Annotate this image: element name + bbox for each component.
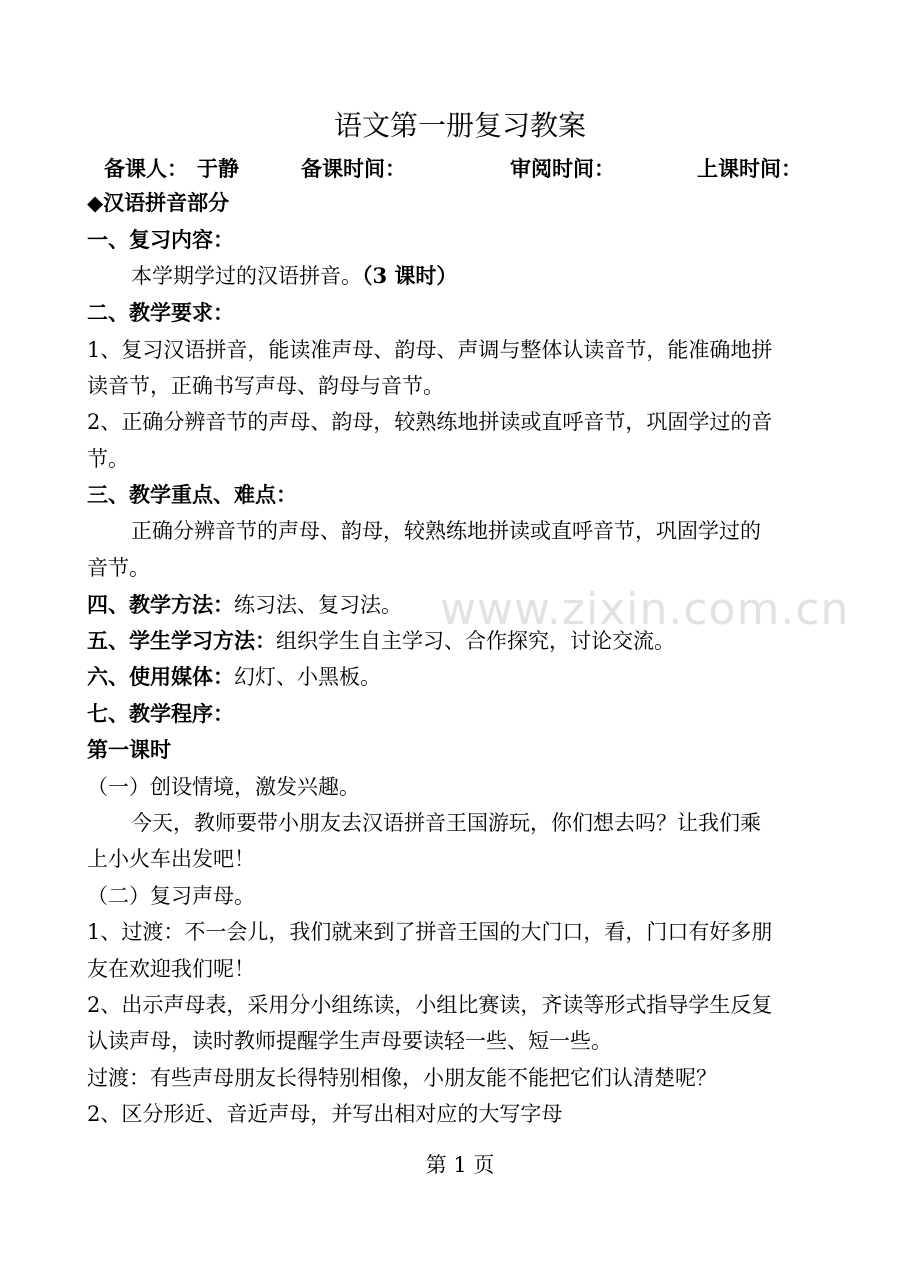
preparer-label: 备课人： (104, 156, 188, 181)
s1-text: 本学期学过的汉语拼音。（3 课时） (131, 263, 458, 288)
s4-text: 练习法、复习法。 (234, 593, 402, 617)
s2-p1-line1: 1、复习汉语拼音，能读准声母、韵母、声调与整体认读音节，能准确地拼 (87, 338, 773, 362)
lesson1-step2: （二）复习声母。 (87, 884, 255, 908)
lesson1-item3: 2、区分形近、音近声母，并写出相对应的大写字母 (87, 1102, 563, 1126)
lesson1-transition: 过渡：有些声母朋友长得特别相像，小朋友能不能把它们认清楚呢？ (87, 1066, 717, 1090)
lesson1-item1-line2: 友在欢迎我们呢！ (87, 957, 255, 981)
lesson1-heading: 第一课时 (87, 737, 171, 762)
s1-heading: 一、复习内容： (87, 227, 234, 252)
s3-heading: 三、教学重点、难点： (87, 482, 297, 507)
s7-heading: 七、教学程序： (87, 701, 234, 726)
s6-row (87, 664, 381, 690)
s6-heading: 六、使用媒体： (87, 664, 234, 689)
section-heading: ◆汉语拼音部分 (87, 190, 230, 215)
class-time-label: 上课时间： (697, 156, 802, 181)
s4-heading: 四、教学方法： (87, 592, 234, 617)
s2-p2-line2: 节。 (87, 447, 129, 471)
lesson1-step1-line2: 上小火车出发吧！ (87, 847, 255, 871)
s3-line1: 正确分辨音节的声母、韵母，较熟练地拼读或直呼音节，巩固学过的 (131, 519, 761, 543)
lesson1-item2-line1: 2、出示声母表，采用分小组练读，小组比赛读，齐读等形式指导学生反复 (87, 993, 773, 1017)
s2-p2-line1: 2、正确分辨音节的声母、韵母，较熟练地拼读或直呼音节，巩固学过的音 (87, 410, 773, 434)
lesson1-step1: （一）创设情境，激发兴趣。 (87, 775, 360, 799)
s5-row (87, 628, 675, 654)
s2-p1-line2: 读音节，正确书写声母、韵母与音节。 (87, 374, 444, 398)
review-time-label: 审阅时间： (510, 156, 615, 181)
prep-time-label: 备课时间： (301, 156, 406, 181)
document-title: 语文第一册复习教案 (333, 109, 586, 142)
s2-heading: 二、教学要求： (87, 300, 234, 325)
page-footer: 第 1 页 (425, 1153, 495, 1177)
watermark: www.zixin.com.cn (440, 584, 850, 635)
s5-heading: 五、学生学习方法： (87, 628, 276, 653)
preparer-name: 于静 (197, 156, 239, 181)
lesson1-item2-line2: 认读声母，读时教师提醒学生声母要读轻一些、短一些。 (87, 1029, 612, 1053)
lesson1-item1-line1: 1、过渡：不一会儿，我们就来到了拼音王国的大门口，看，门口有好多朋 (87, 920, 773, 944)
s6-text: 幻灯、小黑板。 (234, 665, 381, 689)
s5-text: 组织学生自主学习、合作探究，讨论交流。 (276, 629, 675, 653)
s3-line2: 音节。 (87, 556, 150, 580)
lesson1-step1-line1: 今天，教师要带小朋友去汉语拼音王国游玩，你们想去吗？让我们乘 (131, 811, 761, 835)
s4-row (87, 592, 402, 618)
